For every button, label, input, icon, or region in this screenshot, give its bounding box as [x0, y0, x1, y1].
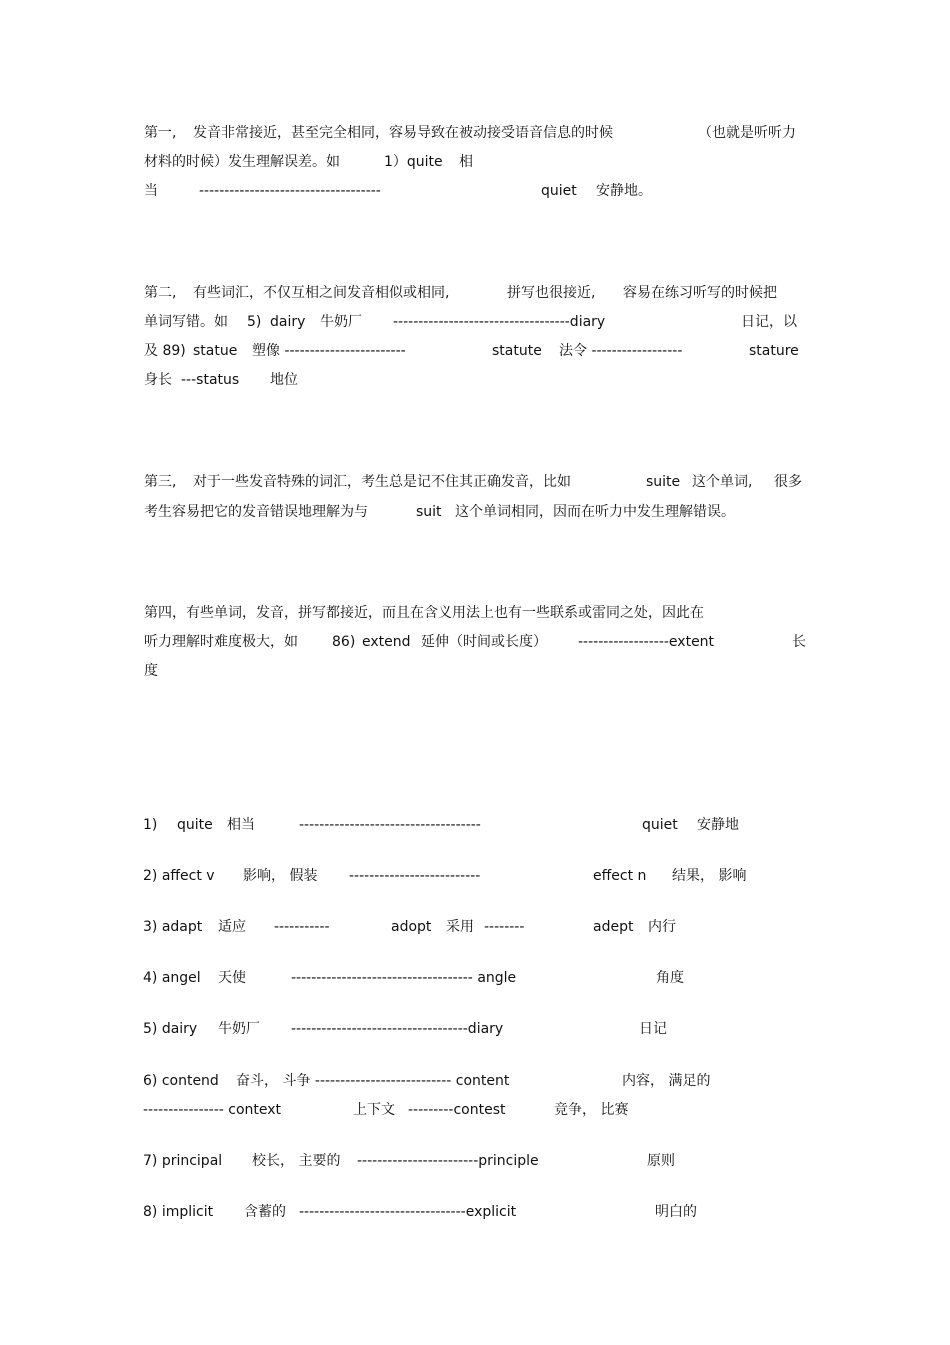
list-item: 5) dairy	[143, 1021, 198, 1037]
list-item: 日记	[639, 1021, 667, 1037]
para2-text: 地位	[270, 372, 298, 388]
para2-text: dairy	[270, 314, 306, 330]
list-item: --------------------------	[349, 868, 481, 884]
para2-text: 塑像 ------------------------	[252, 343, 406, 359]
para2-text: 牛奶厂	[320, 314, 362, 330]
para2-text: statue	[193, 343, 238, 359]
list-item: 3) adapt	[143, 919, 203, 935]
list-item: -----------------------------------diary	[291, 1021, 504, 1037]
list-item: 校长， 主要的	[252, 1153, 341, 1169]
para4-text: 延伸（时间或长度）	[421, 634, 547, 650]
list-item: --------	[484, 919, 525, 935]
para2-text: ---status	[181, 372, 240, 388]
para4-text: 第四，有些单词，发音，拼写都接近，而且在含义用法上也有一些联系或雷同之处，因此在	[144, 605, 704, 621]
para3-text: 这个单词相同，因而在听力中发生理解错误。	[455, 504, 735, 520]
list-item: 相当	[227, 817, 255, 833]
list-item: ------------------------principle	[357, 1153, 539, 1169]
para2-text: statute	[492, 343, 542, 359]
list-item: 明白的	[655, 1204, 697, 1220]
list-item: ---------contest	[408, 1102, 506, 1118]
list-item: 7) principal	[143, 1153, 223, 1169]
list-item: 结果， 影响	[672, 868, 747, 884]
para3-text: 这个单词,	[692, 474, 753, 490]
list-item: 原则	[647, 1153, 675, 1169]
list-item: ------------------------------------	[299, 817, 481, 833]
para2-text: stature	[749, 343, 799, 359]
para3-text: suite	[646, 474, 681, 490]
para2-text: 及 89)	[144, 343, 186, 359]
para1-text: （也就是听听力	[698, 125, 796, 141]
list-item: 安静地	[697, 817, 739, 833]
list-item: ---------------------------------explicit	[299, 1204, 517, 1220]
para4-text: 听力理解时难度极大，如	[144, 634, 298, 650]
list-item: 内容， 满足的	[622, 1073, 711, 1089]
list-item: quiet	[642, 817, 678, 833]
list-item: ---------------- context	[143, 1102, 282, 1118]
list-item: 2) affect v	[143, 868, 215, 884]
list-item: 适应	[218, 919, 246, 935]
list-item: effect n	[593, 868, 647, 884]
list-item: 竞争， 比赛	[554, 1102, 629, 1118]
para1-text: 相	[459, 154, 473, 170]
para2-text: 拼写也很接近,	[507, 285, 596, 301]
list-item: 1)	[143, 817, 158, 833]
list-item: 6) contend	[143, 1073, 219, 1089]
list-item: 影响， 假装	[243, 868, 318, 884]
para1-text: 第一,	[144, 125, 177, 141]
para4-text: ------------------extent	[578, 634, 715, 650]
list-item: adept	[593, 919, 634, 935]
para2-text: 5)	[247, 314, 262, 330]
list-item: 牛奶厂	[218, 1021, 260, 1037]
list-item: 含蓄的	[244, 1204, 286, 1220]
list-item: adopt	[391, 919, 432, 935]
para3-text: suit	[416, 504, 442, 520]
list-item: 角度	[656, 970, 684, 986]
para1-text: 1）quite	[384, 154, 443, 170]
para1-text: ------------------------------------	[199, 183, 381, 199]
para2-text: -----------------------------------diary	[393, 314, 606, 330]
para3-text: 第三,	[144, 474, 177, 490]
para4-text: extend	[362, 634, 411, 650]
list-item: 8) implicit	[143, 1204, 214, 1220]
para4-text: 86)	[332, 634, 356, 650]
para3-text: 考生容易把它的发音错误地理解为与	[144, 504, 368, 520]
para1-text: 材料的时候）发生理解误差。如	[144, 154, 340, 170]
para2-text: 有些词汇，不仅互相之间发音相似或相同,	[193, 285, 450, 301]
para1-text: 当	[144, 183, 158, 199]
list-item: 采用	[446, 919, 474, 935]
para1-text: 安静地。	[596, 183, 652, 199]
para2-text: 日记，以	[741, 314, 797, 330]
list-item: 天使	[218, 970, 246, 986]
para1-text: quiet	[541, 183, 577, 199]
list-item: 奋斗， 斗争 --------------------------- content	[236, 1073, 510, 1089]
para3-text: 很多	[774, 474, 802, 490]
para2-text: 法令 ------------------	[559, 343, 683, 359]
list-item: 上下文	[353, 1102, 395, 1118]
para1-text: 发音非常接近，甚至完全相同，容易导致在被动接受语音信息的时候	[193, 125, 613, 141]
list-item: ------------------------------------ angle	[291, 970, 517, 986]
para2-text: 容易在练习听写的时候把	[623, 285, 777, 301]
list-item: 内行	[648, 919, 676, 935]
para2-text: 单词写错。如	[144, 314, 228, 330]
para2-text: 第二,	[144, 285, 177, 301]
list-item: 4) angel	[143, 970, 201, 986]
para3-text: 对于一些发音特殊的词汇，考生总是记不住其正确发音，比如	[193, 474, 571, 490]
para4-text: 长	[792, 634, 806, 650]
list-item: quite	[177, 817, 213, 833]
list-item: -----------	[274, 919, 330, 935]
para2-text: 身长	[144, 372, 172, 388]
para4-text: 度	[144, 663, 158, 679]
